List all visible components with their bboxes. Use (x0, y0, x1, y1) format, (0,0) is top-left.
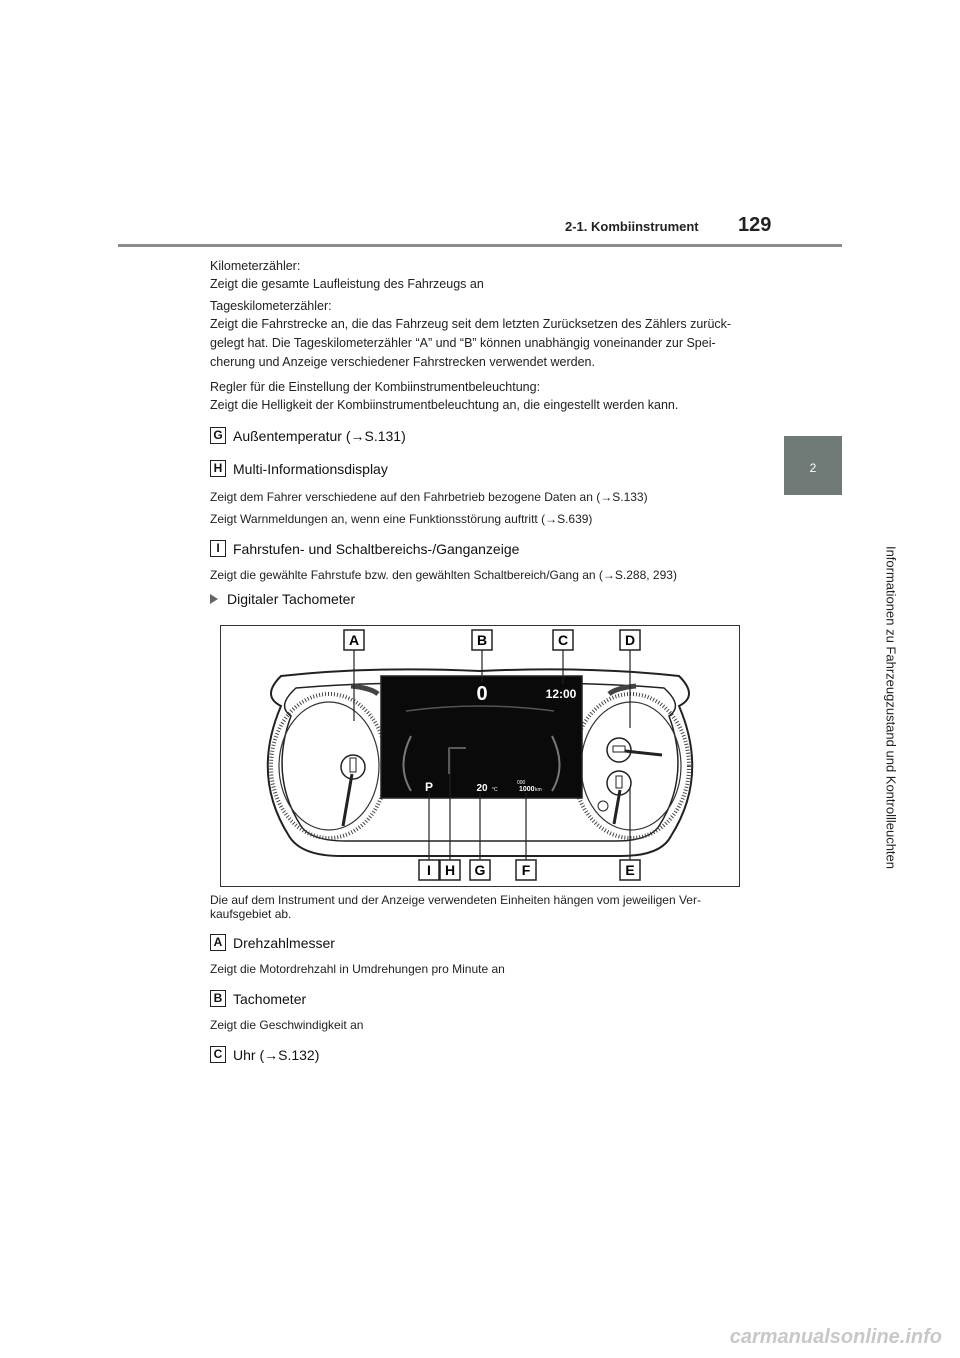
dimmer-text: Zeigt die Helligkeit der Kombiinstrumentbeleuchtung an, die eingestellt werden kann. (210, 398, 679, 412)
caption-line-2: kaufsgebiet ab. (210, 907, 292, 921)
fig-label-g: G (474, 862, 486, 878)
item-b-label: Tachometer (233, 990, 307, 1007)
triangle-bullet-icon (210, 594, 218, 604)
trip-line-1: Zeigt die Fahrstrecke an, die das Fahrzeug seit dem letzten Zurücksetzen des Zählers zurück- (210, 317, 732, 331)
display-temp: 20 (476, 783, 488, 794)
odometer-title: Kilometerzähler: (210, 259, 301, 273)
trip-line-2: gelegt hat. Die Tageskilometerzähler “A” und “B” können unabhängig voneinander zur Spei- (210, 336, 716, 350)
item-b (210, 990, 306, 1007)
subheading-text: Digitaler Tachometer (227, 591, 356, 607)
label-box-i: I (210, 540, 226, 557)
item-h (210, 460, 388, 477)
item-a-desc: Zeigt die Motordrehzahl in Umdrehungen pro Minute an (210, 962, 505, 976)
fig-label-e: E (625, 862, 635, 878)
item-g-label: Außentemperatur (→S.131) (233, 427, 406, 444)
item-c (210, 1046, 319, 1063)
item-h-desc-2: Zeigt Warnmeldungen an, wenn eine Funktionsstörung auftritt (→S.639) (210, 512, 593, 526)
label-box-a: A (210, 934, 226, 951)
page-number: 129 (738, 214, 772, 236)
label-box-b: B (210, 990, 226, 1007)
fig-label-h: H (444, 862, 456, 878)
label-box-c: C (210, 1046, 226, 1063)
trip-line-3: cherung und Anzeige verschiedener Fahrstrecken verwendet werden. (210, 355, 595, 369)
trip-title: Tageskilometerzähler: (210, 299, 332, 313)
fig-label-c: C (557, 632, 569, 648)
cluster-illustration (221, 626, 739, 886)
fig-label-a: A (348, 632, 360, 648)
item-c-label: Uhr (→S.132) (233, 1046, 320, 1063)
caption-line-1: Die auf dem Instrument und der Anzeige verwendeten Einheiten hängen vom jeweiligen Ver- (210, 893, 701, 907)
fig-label-i: I (427, 862, 431, 878)
dimmer-title: Regler für die Einstellung der Kombiinstrumentbeleuchtung: (210, 380, 541, 394)
item-g (210, 427, 406, 444)
instrument-cluster-figure (220, 625, 740, 887)
display-temp-unit: °C (492, 787, 498, 793)
display-gear: P (424, 780, 434, 794)
item-b-desc: Zeigt die Geschwindigkeit an (210, 1018, 364, 1032)
fig-label-f: F (521, 862, 531, 878)
display-odo: 1000 (519, 786, 535, 793)
odometer-text: Zeigt die gesamte Laufleistung des Fahrzeugs an (210, 277, 484, 291)
section-title: 2-1. Kombiinstrument (565, 219, 699, 234)
item-a-label: Drehzahlmesser (233, 934, 335, 951)
display-speed: 0 (476, 683, 488, 705)
display-clock: 12:00 (545, 687, 577, 701)
fig-label-d: D (624, 632, 636, 648)
header-rule (118, 244, 842, 247)
label-box-g: G (210, 427, 226, 444)
display-odo-small: 000 (517, 780, 526, 786)
item-h-desc-1: Zeigt dem Fahrer verschiedene auf den Fahrbetrieb bezogene Daten an (→S.133) (210, 490, 648, 504)
fig-label-b: B (476, 632, 488, 648)
chapter-tab (784, 436, 842, 495)
item-i-label: Fahrstufen- und Schaltbereichs-/Ganganzeige (233, 540, 520, 557)
display-odo-unit: km (535, 787, 542, 793)
item-h-label: Multi-Informationsdisplay (233, 460, 388, 477)
chapter-number: 2 (809, 461, 817, 475)
item-a (210, 934, 335, 951)
item-i (210, 540, 519, 557)
item-i-desc: Zeigt die gewählte Fahrstufe bzw. den gewählten Schaltbereich/Gang an (→S.288, 293) (210, 568, 677, 582)
chapter-title: Informationen zu Fahrzeugzustand und Kontrollleuchten (883, 545, 899, 870)
subheading (210, 591, 355, 607)
watermark: carmanualsonline.info (729, 1326, 942, 1348)
label-box-h: H (210, 460, 226, 477)
